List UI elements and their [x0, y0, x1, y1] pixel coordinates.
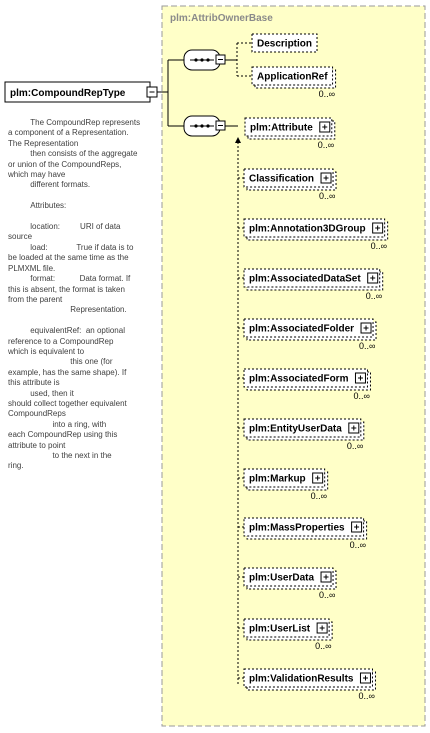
occurrence-label: 0..∞ [310, 491, 328, 501]
element-label: plm:EntityUserData [249, 423, 342, 435]
element-label: plm:MassProperties [249, 522, 345, 534]
sequence-compositor-icon[interactable] [184, 116, 225, 136]
element-label: ApplicationRef [257, 71, 328, 83]
occurrence-label: 0..∞ [318, 89, 335, 99]
element-label: plm:Attribute [250, 122, 313, 134]
occurrence-label: 0..∞ [370, 241, 388, 251]
element-label: plm:UserList [249, 623, 311, 635]
occurrence-label: 0..∞ [365, 291, 383, 301]
occurrence-label: 0..∞ [319, 191, 336, 201]
element-label: plm:UserData [249, 572, 315, 584]
occurrence-label: 0..∞ [315, 641, 332, 651]
sequence-compositor-icon[interactable] [184, 50, 225, 70]
expand-icon[interactable] [317, 623, 327, 633]
attrib-group-box [162, 6, 425, 726]
occurrence-label: 0..∞ [358, 691, 375, 701]
expand-icon[interactable] [321, 572, 331, 582]
root-element-label: plm:CompoundRepType [10, 88, 126, 99]
expand-icon[interactable] [352, 522, 362, 532]
occurrence-label: 0..∞ [317, 140, 335, 150]
occurrence-label: 0..∞ [349, 540, 367, 550]
attrib-group-title: plm:AttribOwnerBase [170, 13, 273, 24]
expand-icon[interactable] [360, 673, 370, 683]
expand-icon[interactable] [368, 273, 378, 283]
expand-icon[interactable] [373, 223, 383, 233]
expand-icon[interactable] [321, 173, 331, 183]
collapse-icon[interactable] [216, 121, 225, 130]
element-label: plm:AssociatedFolder [249, 323, 355, 335]
element-label: plm:AssociatedDataSet [249, 273, 361, 285]
element-label: plm:ValidationResults [249, 673, 354, 685]
expand-icon[interactable] [320, 122, 330, 132]
expand-icon[interactable] [361, 323, 371, 333]
expand-icon[interactable] [313, 473, 323, 483]
element-description[interactable] [252, 34, 317, 52]
documentation-text: The CompoundRep represents a component of a Representation. The Representation then consists of the aggregate or union of the CompoundReps, which may have different formats. Attributes: location: URI of data source load: True if data is to be loaded at the same time as the PLMXML file. format: Data format. If this is absent, the format is taken from the parent Representation. equivalentRef: an optional reference to a CompoundRep which is equivalent to this one (for example, has the same shape). If this attribute is used, then it should collect together equivalent CompoundReps into a ring, with each CompoundRep using this attribute to point to the next in the ring. [8, 118, 141, 471]
collapse-icon[interactable] [216, 55, 225, 64]
element-label: Classification [249, 173, 315, 185]
collapse-icon[interactable] [147, 87, 157, 97]
expand-icon[interactable] [355, 373, 365, 383]
expand-icon[interactable] [349, 423, 359, 433]
element-label: plm:AssociatedForm [249, 373, 349, 385]
occurrence-label: 0..∞ [319, 590, 336, 600]
element-label: plm:Annotation3DGroup [249, 223, 366, 235]
occurrence-label: 0..∞ [359, 341, 376, 351]
element-label: Description [257, 38, 313, 50]
occurrence-label: 0..∞ [353, 391, 370, 401]
occurrence-label: 0..∞ [346, 441, 364, 451]
element-label: plm:Markup [249, 473, 306, 485]
root-element[interactable] [5, 82, 157, 102]
